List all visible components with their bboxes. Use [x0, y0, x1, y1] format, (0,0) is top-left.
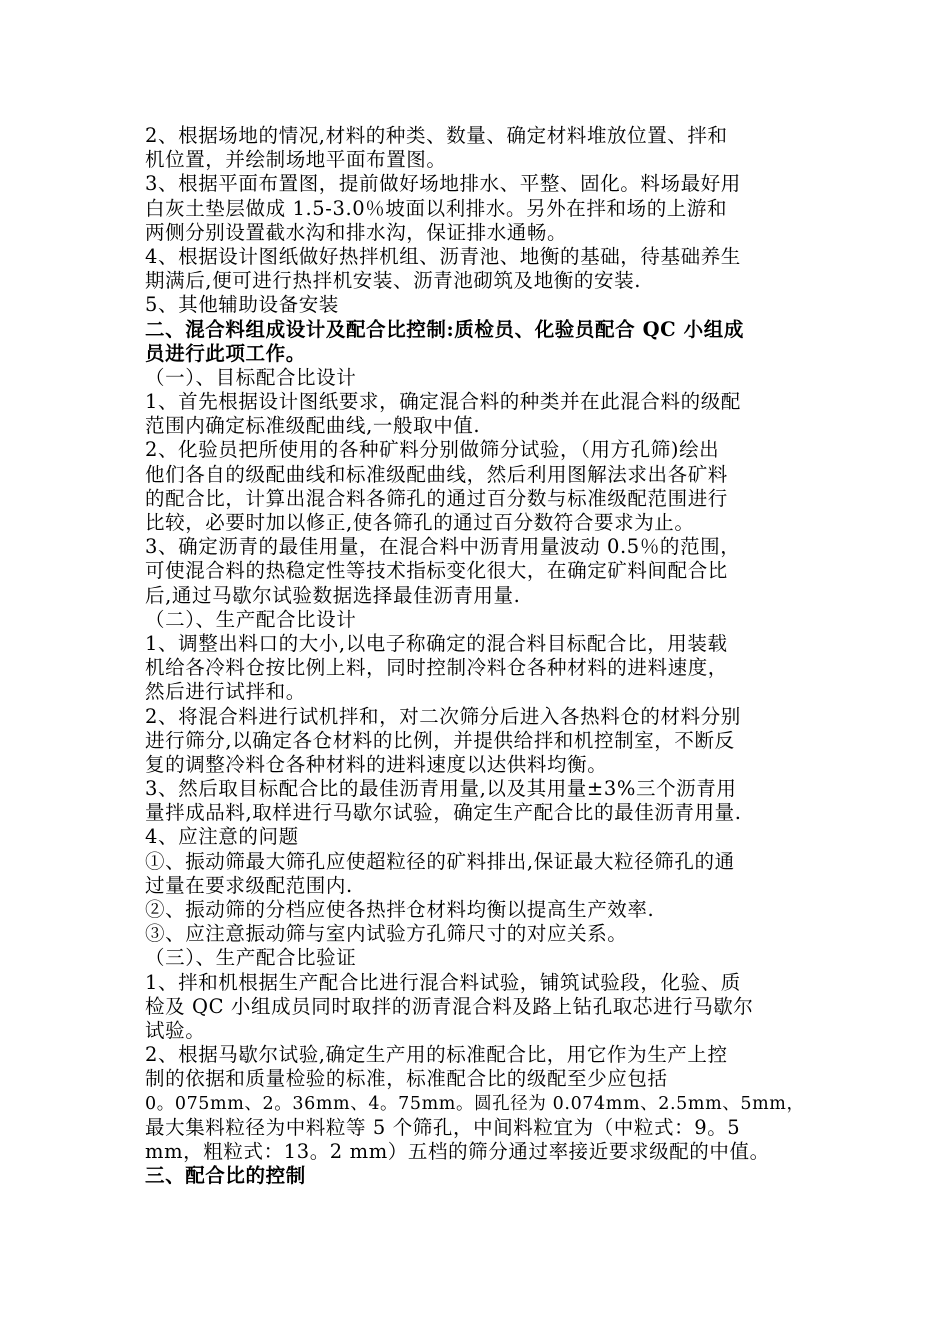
text-line: 1、拌和机根据生产配合比进行混合料试验，铺筑试验段，化验、质	[145, 970, 741, 994]
text-line: 2、将混合料进行试机拌和，对二次筛分后进入各热料仓的材料分别	[145, 704, 741, 728]
text-line: 两侧分别设置截水沟和排水沟，保证排水通畅。	[145, 220, 568, 244]
section-heading-line: 二、混合料组成设计及配合比控制:质检员、化验员配合 QC 小组成	[145, 317, 744, 341]
text-line: 3、然后取目标配合比的最佳沥青用量,以及其用量±3%三个沥青用	[145, 777, 737, 801]
text-line: 量拌成品料,取样进行马歇尔试验，确定生产配合比的最佳沥青用量.	[145, 801, 742, 825]
text-line: 试验。	[145, 1018, 206, 1042]
text-line: 2、化验员把所使用的各种矿料分别做筛分试验，（用方孔筛)绘出	[145, 438, 720, 462]
text-line: 2、根据场地的情况,材料的种类、数量、确定材料堆放位置、拌和	[145, 124, 728, 147]
text-line: 3、根据平面布置图，提前做好场地排水、平整、固化。料场最好用	[145, 172, 741, 196]
text-line: 的配合比，计算出混合料各筛孔的通过百分数与标准级配范围进行	[145, 486, 728, 510]
text-line: 复的调整冷料仓各种材料的进料速度以达供料均衡。	[145, 752, 608, 776]
text-line: 范围内确定标准级配曲线,一般取中值.	[145, 414, 481, 438]
text-line: mm，粗粒式：13。2 mm）五档的筛分通过率接近要求级配的中值。	[145, 1139, 770, 1163]
text-line: 然后进行试拌和。	[145, 680, 306, 704]
document-page	[145, 124, 805, 1188]
text-line: ②、振动筛的分档应使各热拌仓材料均衡以提高生产效率.	[145, 898, 655, 921]
text-line: 1、首先根据设计图纸要求，确定混合料的种类并在此混合料的级配	[145, 390, 741, 414]
text-line: 机位置，并绘制场地平面布置图。	[145, 148, 447, 172]
text-line: 后,通过马歇尔试验数据选择最佳沥青用量.	[145, 583, 521, 607]
text-line: 最大集料粒径为中料粒等 5 个筛孔，中间料粒宜为（中粒式：9。5	[145, 1115, 741, 1139]
text-line: 0。075mm、2。36mm、4。75mm。圆孔径为 0.074mm、2.5mm、5mm，	[145, 1093, 805, 1114]
text-line: ①、振动筛最大筛孔应使超粒径的矿料排出,保证最大粒径筛孔的通	[145, 849, 735, 873]
text-line: 期满后,便可进行热拌机安装、沥青池砌筑及地衡的安装.	[145, 269, 641, 293]
text-line: 3、确定沥青的最佳用量，在混合料中沥青用量波动 0.5％的范围，	[145, 535, 741, 559]
text-line: 进行筛分,以确定各仓材料的比例，并提供给拌和机控制室，不断反	[145, 728, 735, 752]
text-line: 4、根据设计图纸做好热拌机组、沥青池、地衡的基础，待基础养生	[145, 244, 741, 268]
text-line: 可使混合料的热稳定性等技术指标变化很大，在确定矿料间配合比	[145, 559, 728, 583]
text-line: 过量在要求级配范围内.	[145, 873, 353, 897]
text-line: ③、应注意振动筛与室内试验方孔筛尺寸的对应关系。	[145, 922, 628, 946]
section-heading-line: 三、配合比的控制	[145, 1164, 306, 1188]
text-line: 白灰土垫层做成 1.5-3.0％坡面以利排水。另外在拌和场的上游和	[145, 196, 728, 220]
text-line: （二）、生产配合比设计	[145, 607, 357, 631]
text-line: 他们各自的级配曲线和标准级配曲线，然后利用图解法求出各矿料	[145, 462, 728, 486]
section-heading-line: 员进行此项工作。	[145, 341, 306, 365]
text-line: 比较，必要时加以修正,使各筛孔的通过百分数符合要求为止。	[145, 511, 695, 534]
text-line: 5、其他辅助设备安装	[145, 293, 339, 317]
text-line: 检及 QC 小组成员同时取拌的沥青混合料及路上钻孔取芯进行马歇尔	[145, 994, 754, 1018]
text-line: 1、调整出料口的大小,以电子称确定的混合料目标配合比，用装载	[145, 631, 728, 655]
text-line: 4、应注意的问题	[145, 825, 299, 849]
text-line: （一）、目标配合比设计	[145, 365, 357, 389]
text-line: 机给各冷料仓按比例上料，同时控制冷料仓各种材料的进料速度，	[145, 656, 728, 680]
text-line: （三）、生产配合比验证	[145, 946, 357, 970]
text-line: 制的依据和质量检验的标准，标准配合比的级配至少应包括	[145, 1067, 668, 1091]
text-line: 2、根据马歇尔试验,确定生产用的标准配合比，用它作为生产上控	[145, 1043, 728, 1067]
